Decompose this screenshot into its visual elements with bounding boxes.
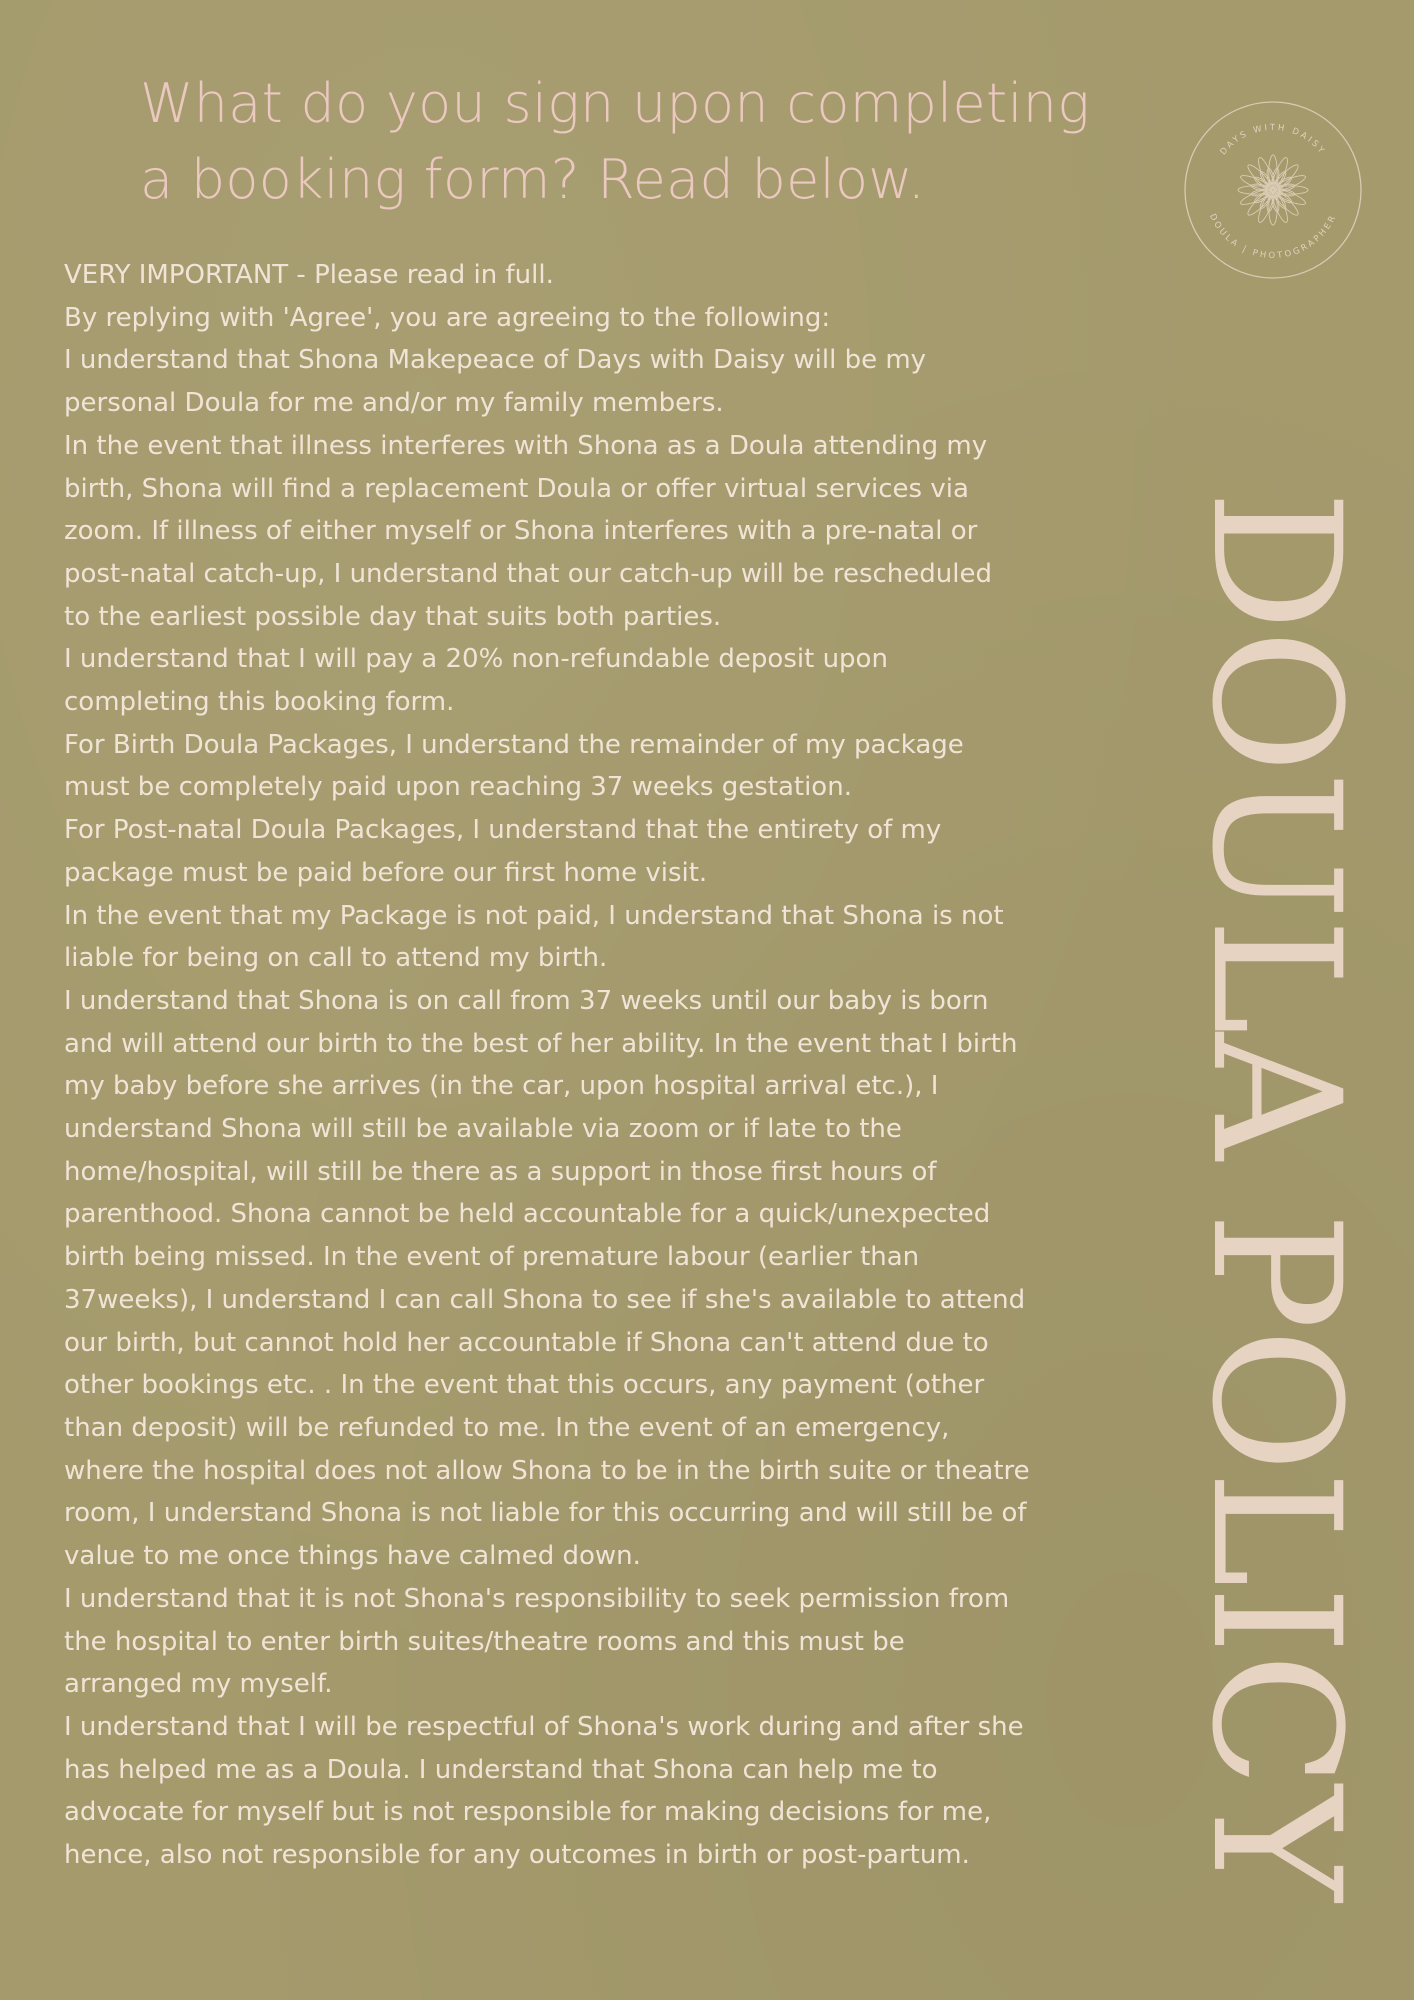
policy-line: advocate for myself but is not responsible for making decisions for me, [64,1797,992,1828]
policy-line: For Post-natal Doula Packages, I understand that the entirety of my [64,815,942,846]
policy-line: post-natal catch-up, I understand that our catch-up will be rescheduled [64,558,992,589]
policy-line: I understand that I will be respectful of Shona's work during and after she [64,1711,1024,1742]
policy-line: must be completely paid upon reaching 37 weeks gestation. [64,772,852,803]
policy-line: parenthood. Shona cannot be held accountable for a quick/unexpected [64,1199,991,1230]
policy-line: I understand that it is not Shona's responsibility to seek permission from [64,1583,1010,1614]
policy-line: arranged my myself. [64,1669,333,1700]
policy-line: I understand that I will pay a 20% non-refundable deposit upon [64,644,888,675]
side-title: DOULA POLICY [1173,490,1378,1900]
policy-line: birth being missed. In the event of premature labour (earlier than [64,1242,920,1273]
policy-line: where the hospital does not allow Shona to be in the birth suite or theatre [64,1455,1030,1486]
policy-line: I understand that Shona is on call from 37 weeks until our baby is born [64,985,989,1016]
policy-line: In the event that illness interferes with Shona as a Doula attending my [64,430,988,461]
daisy-center [1266,183,1280,197]
policy-line: By replying with 'Agree', you are agreeing to the following: [64,302,831,333]
policy-line: liable for being on call to attend my birth. [64,943,608,974]
policy-line: personal Doula for me and/or my family members. [64,388,724,419]
heading-line: a booking form? Read below. [140,148,926,211]
policy-line: For Birth Doula Packages, I understand the remainder of my package [64,729,964,760]
policy-line: other bookings etc. . In the event that this occurs, any payment (other [64,1370,985,1401]
policy-line: and will attend our birth to the best of her ability. In the event that I birth [64,1028,1018,1059]
policy-line: than deposit) will be refunded to me. In the event of an emergency, [64,1412,950,1443]
policy-line: room, I understand Shona is not liable for this occurring and will still be of [64,1498,1027,1529]
policy-line: completing this booking form. [64,687,455,718]
daisy-flower-icon [1238,155,1308,225]
policy-line: zoom. If illness of either myself or Shona interferes with a pre-natal or [64,516,978,547]
policy-line: to the earliest possible day that suits both parties. [64,601,722,632]
policy-line: value to me once things have calmed down. [64,1541,641,1572]
policy-line: package must be paid before our first home visit. [64,857,708,888]
page-heading [140,66,1140,218]
policy-line: VERY IMPORTANT - Please read in full. [64,260,554,290]
days-with-daisy-seal [1183,100,1363,280]
policy-line: birth, Shona will find a replacement Doula or offer virtual services via [64,473,969,504]
policy-line: our birth, but cannot hold her accountable if Shona can't attend due to [64,1327,989,1358]
policy-line: In the event that my Package is not paid, I understand that Shona is not [64,900,1004,931]
policy-line: 37weeks), I understand I can call Shona to see if she's available to attend [64,1284,1026,1315]
policy-line: hence, also not responsible for any outcomes in birth or post-partum. [64,1840,970,1871]
seal-top-text: DAYS WITH DAISY [1218,122,1328,158]
policy-line: my baby before she arrives (in the car, upon hospital arrival etc.), I [64,1071,939,1102]
policy-line: understand Shona will still be available via zoom or if late to the [64,1114,902,1145]
policy-body [64,254,1184,1877]
policy-line: has helped me as a Doula. I understand that Shona can help me to [64,1754,938,1785]
heading-line: What do you sign upon completing [140,72,1091,135]
seal-bottom-text: DOULA | PHOTOGRAPHER [1207,212,1339,262]
policy-line: I understand that Shona Makepeace of Days with Daisy will be my [64,345,927,376]
policy-line: home/hospital, will still be there as a support in those first hours of [64,1156,937,1187]
policy-line: the hospital to enter birth suites/theatre rooms and this must be [64,1626,905,1657]
